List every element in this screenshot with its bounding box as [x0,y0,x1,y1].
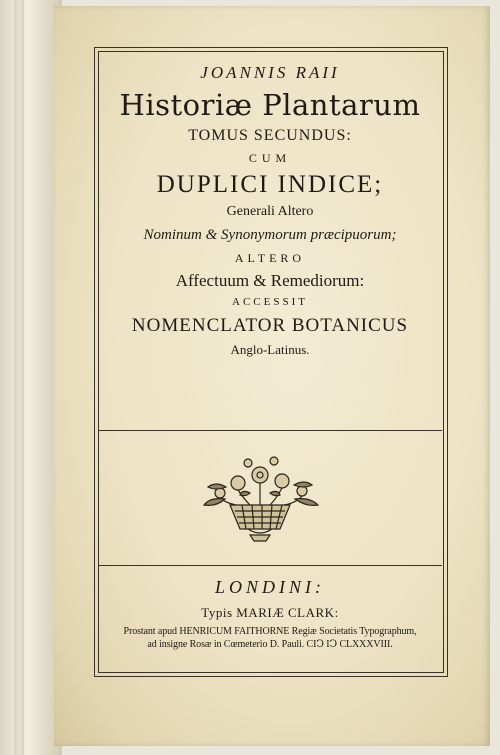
title-block [98,58,442,356]
cum-line: CUM [248,151,292,165]
imprint-insigne: ad insigne Rosæ in Cœmeterio D. Pauli. CIↃ IↃ CLXXXVIII. [147,639,393,650]
accessit-line: ACCESSIT [232,296,308,308]
nominum-line: Nominum & Synonymorum præcipuorum; [143,227,397,243]
upper-rule [98,430,442,431]
nomenclator-line: NOMENCLATOR BOTANICUS [131,315,409,336]
imprint-printer: Typis MARIÆ CLARK: [201,605,339,620]
affectuum-line: Affectuum & Remediorum: [175,271,365,290]
volume-line: TOMUS SECUNDUS: [188,127,352,144]
duplici-indice-line: DUPLICI INDICE; [156,171,384,198]
author-name: JOANNIS RAII [200,63,340,82]
altero-line: ALTERO [234,251,306,265]
lower-rule [98,565,442,566]
imprint-block [98,578,442,650]
imprint-city: LONDINI: [214,577,325,597]
book-binding [0,0,62,755]
binding-edge [14,0,24,755]
imprint-prostant: Prostant apud HENRICUM FAITHORNE Regiæ Societatis Typographum, [123,626,417,637]
generali-line: Generali Altero [226,204,314,219]
anglo-latinus-line: Anglo-Latinus. [230,342,310,357]
main-title: Historiæ Plantarum [119,88,421,122]
flower-basket-icon [180,447,340,547]
